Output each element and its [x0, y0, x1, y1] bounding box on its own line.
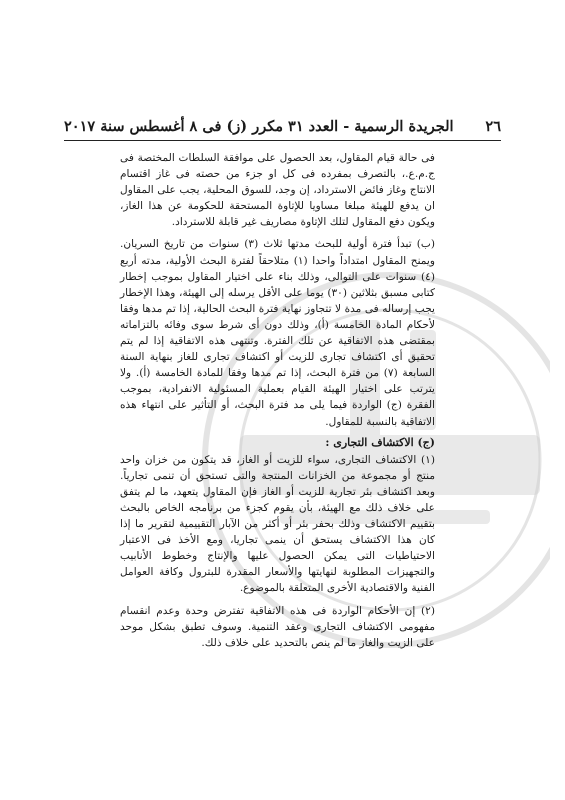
gazette-title: الجريدة الرسمية - العدد ٣١ مكرر (ز) فى ٨ أغسطس سنة ٢٠١٧ [64, 118, 454, 135]
page-header [64, 118, 501, 135]
document-body [120, 150, 435, 651]
list-item-1: (١) الاكتشاف التجارى، سواء للزيت أو الغاز، قد يتكون من خزان واحد منتج أو مجموعة من الخزانات المنتجة والتى تستحق أن تنمى تجارياً. وبعد اكتشاف بئر تجارية للزيت أو الغاز فإن المقاول يتعهد، ما لم يتفق على خلاف ذلك مع الهيئة، بأن يقوم كجزء من برنامجه الخاص بالبحث بتقييم الاكتشاف وذلك بحفر بئر أو أكثر من الآبار التقييمية لتقرير ما إذا كان هذا الاكتشاف يستحق أن ينمى تجاريا، ومع الأخذ فى الاعتبار الاحتياطيات التى يمكن الحصول عليها والإنتاج وخطوط الأنابيب والتجهيزات المطلوبة لنهايتها والأسعار المقدرة للبترول وكافة العوامل الفنية والاقتصادية الأخرى المتعلقة بالموضوع. [120, 453, 435, 595]
paragraph-b: (ب) تبدأ فترة أولية للبحث مدتها ثلاث (٣) سنوات من تاريخ السريان. ويمنح المقاول امتداداً واحدا (١) متلاحقاً لفترة البحث الأولية، مدته أربع (٤) سنوات على التوالى، وذلك بناء على اختيار المقاول بموجب إخطار كتابى مسبق بثلاثين (٣٠) يوما على الأقل يرسله إلى الهيئة، وهذا الإخطار يجب إرساله فى مدة لا تتجاوز نهاية فترة البحث الحالية، إذا تم مدها وفقا لأحكام المادة الخامسة (أ)، وذلك دون أى شرط سوى وفائه بالتزاماته بمقتضى هذه الاتفاقية عن تلك الفترة. وتنتهى هذه الاتفاقية إذا لم يتم تحقيق أى اكتشاف تجارى للزيت أو اكتشاف تجارى للغاز بنهاية السنة السابعة (٧) من فترة البحث، إذا تم مدها وفقا للمادة الخامسة (أ). ولا يترتب على اختيار الهيئة القيام بعملية المسئولية الانفرادية، بموجب الفقرة (ج) الواردة فيما يلى مد فترة البحث، أو التأثير على انتهاء هذه الاتفاقية بالنسبة للمقاول. [120, 238, 435, 428]
list-item-2: (٢) إن الأحكام الواردة فى هذه الاتفاقية تفترض وحدة وعدم انقسام مفهومى الاكتشاف التجارى وعقد التنمية. وسوف تطبق بشكل موحد على الزيت والغاز ما لم ينص بالتحديد على خلاف ذلك. [120, 604, 435, 649]
header-rule [64, 140, 501, 141]
paragraph-intro: فى حالة قيام المقاول، بعد الحصول على موافقة السلطات المختصة فى ج.م.ع.، بالتصرف بمفرده فى كل او جزء من حصته فى غاز اقتسام الانتاج وغاز فائض الاسترداد، إن وجد، للسوق المحلية، يجب على المقاول ان يدفع للهيئة مبلغا مساويا للإتاوة المستحقة للحكومة عن هذا الغاز، ويكون دفع المقاول لتلك الإتاوة مصاريف غير قابلة للاسترداد. [120, 152, 435, 229]
page-number: ٢٦ [485, 118, 501, 135]
section-heading-c: (ج) الاكتشاف التجارى : [325, 435, 435, 449]
